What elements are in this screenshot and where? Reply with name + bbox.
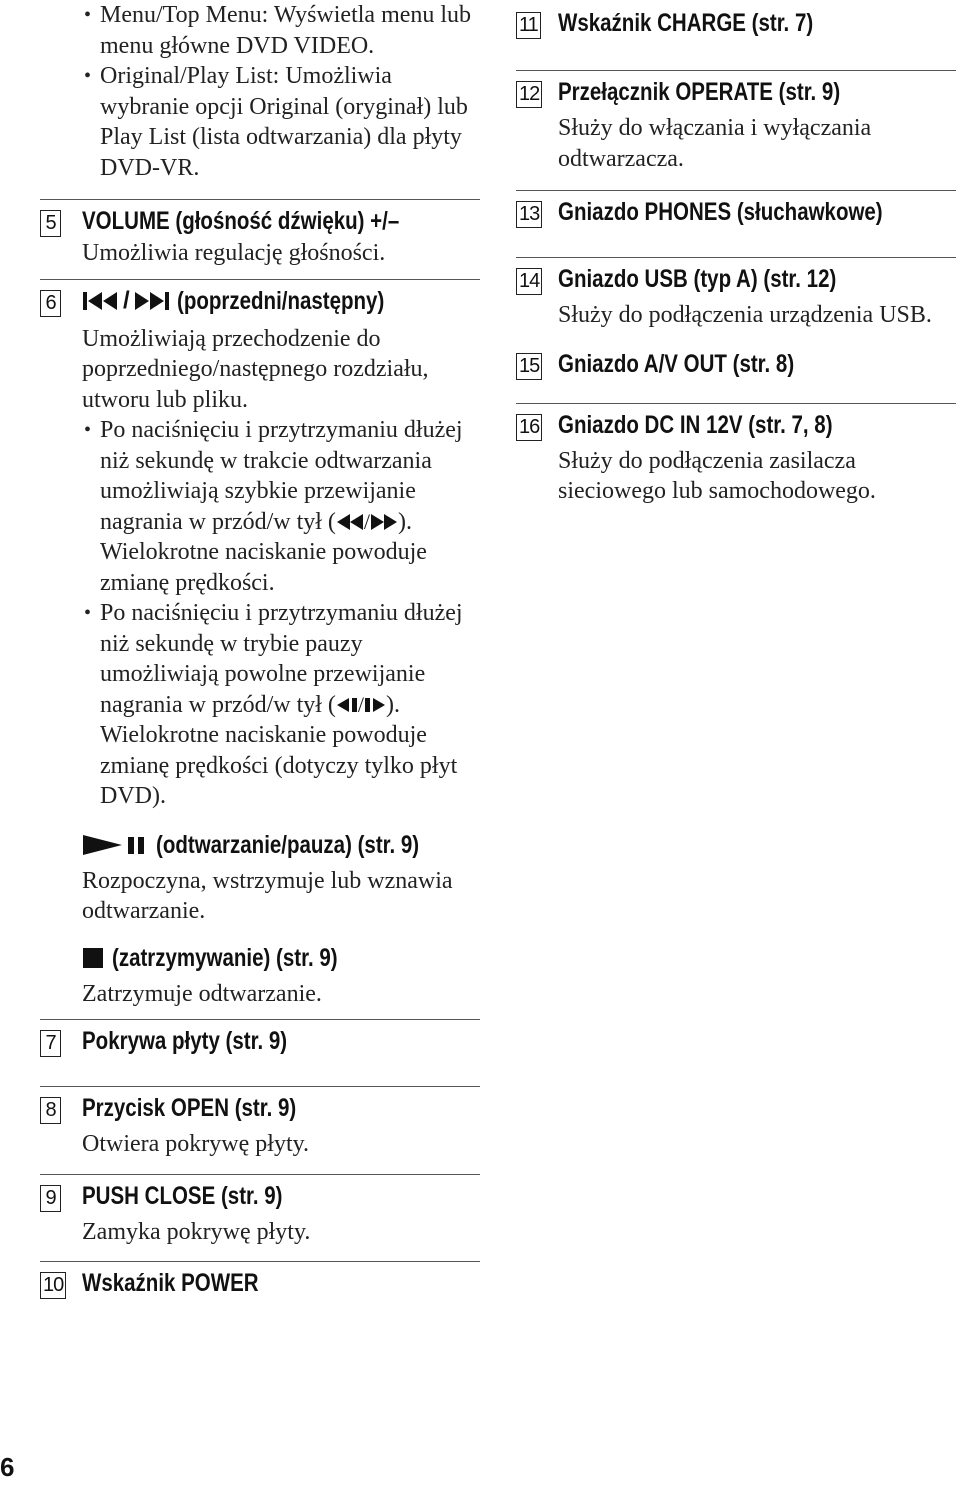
slow-rewind-icon: [336, 696, 358, 714]
stop-icon: [82, 947, 104, 969]
item-description: Służy do podłączenia zasilacza sieciowego lub samochodowego.: [558, 447, 876, 504]
list-item: • Po naciśnięciu i przytrzymaniu dłużej niż sekundę w trakcie odtwarzania umożliwiają szybkie przewijanie nagrania w przód/w tył ( / ). Wielokrotne naciskanie powoduje zmianę prędkości.: [84, 417, 463, 596]
item-title: (odtwarzanie/pauza) (str. 9): [156, 830, 420, 859]
item-number: 11: [516, 12, 541, 39]
item-description: Zamyka pokrywę płyty.: [82, 1218, 311, 1245]
page-number: 6: [0, 1452, 15, 1482]
item-title: Gniazdo DC IN 12V (str. 7, 8): [558, 410, 833, 439]
item-title: (zatrzymywanie) (str. 9): [112, 943, 338, 972]
left-column: [40, 0, 480, 1310]
rewind-icon: [336, 513, 364, 531]
item-title: Gniazdo A/V OUT (str. 8): [558, 349, 795, 378]
fast-forward-icon: [370, 513, 398, 531]
item-number: 12: [516, 81, 542, 108]
item-number: 13: [516, 201, 542, 228]
item-number: 10: [40, 1272, 66, 1299]
item-title: Gniazdo USB (typ A) (str. 12): [558, 265, 837, 293]
item-title: (poprzedni/następny): [176, 286, 384, 315]
item-10-power-indicator: [40, 1261, 480, 1310]
subitem-stop: [40, 941, 480, 1010]
item-8-open-button: [40, 1086, 480, 1174]
item-7-disc-cover: [40, 1019, 480, 1086]
item-title: Przycisk OPEN (str. 9): [82, 1094, 297, 1122]
item-description: Służy do podłączenia urządzenia USB.: [558, 302, 932, 328]
item-number: 16: [516, 414, 542, 441]
list-item: • Po naciśnięciu i przytrzymaniu dłużej niż sekundę w trybie pauzy umożliwiają powolne przewijanie nagrania w przód/w tył ( / ). Wielokrotne naciskanie powoduje zmianę prędkości (dotyczy tylko płyt DVD).: [84, 600, 463, 809]
item-14-usb-jack: [516, 257, 956, 347]
item-title: Wskaźnik POWER: [82, 1269, 259, 1297]
right-column: [516, 0, 956, 517]
item-6-prev-next: [40, 279, 480, 1020]
previous-icon: [82, 291, 120, 311]
list-item: • Menu/Top Menu: Wyświetla menu lub menu główne DVD VIDEO.: [84, 2, 472, 59]
item-number: 8: [40, 1097, 61, 1124]
item-description: Rozpoczyna, wstrzymuje lub wznawia odtwarzanie.: [82, 867, 453, 924]
item-title: Gniazdo PHONES (słuchawkowe): [558, 198, 883, 226]
item-5-volume: [40, 199, 480, 279]
item-9-push-close: [40, 1174, 480, 1262]
item-16-dc-in-jack: [516, 403, 956, 517]
item-title: Wskaźnik CHARGE (str. 7): [558, 9, 814, 37]
item-title: Przełącznik OPERATE (str. 9): [558, 78, 841, 106]
item-description: Zatrzymuje odtwarzanie.: [82, 980, 322, 1007]
item-description: Otwiera pokrywę płyty.: [82, 1131, 310, 1157]
item-description: Służy do włączania i wyłączania odtwarzacza.: [558, 115, 872, 172]
play-pause-icon: [82, 834, 148, 856]
item-title: PUSH CLOSE (str. 9): [82, 1181, 283, 1210]
subitem-play-pause: [40, 828, 480, 927]
item-number: 7: [40, 1030, 61, 1057]
item-number: 14: [516, 268, 542, 295]
next-icon: [133, 291, 171, 311]
item-number: 15: [516, 353, 542, 380]
item-number: 9: [40, 1185, 61, 1212]
item-11-charge-indicator: [516, 0, 956, 70]
slow-forward-icon: [364, 696, 386, 714]
item-12-operate-switch: [516, 70, 956, 190]
item-15-av-out-jack: [516, 347, 956, 403]
item-number: 5: [40, 210, 61, 237]
top-bullet-list: [40, 0, 480, 183]
item-13-phones-jack: [516, 190, 956, 257]
icon-separator: /: [123, 286, 130, 314]
item-title: VOLUME (głośność dźwięku) +/–: [82, 207, 400, 235]
item-number: 6: [40, 290, 61, 317]
item-title: Pokrywa płyty (str. 9): [82, 1027, 288, 1055]
item-description: Umożliwia regulację głośności.: [82, 240, 386, 266]
item-description: Umożliwiają przechodzenie do poprzedniego/następnego rozdziału, utworu lub pliku.: [82, 325, 429, 413]
list-item: • Original/Play List: Umożliwia wybranie opcji Original (oryginał) lub Play List (lista odtwarzania) dla płyty DVD-VR.: [84, 63, 468, 181]
